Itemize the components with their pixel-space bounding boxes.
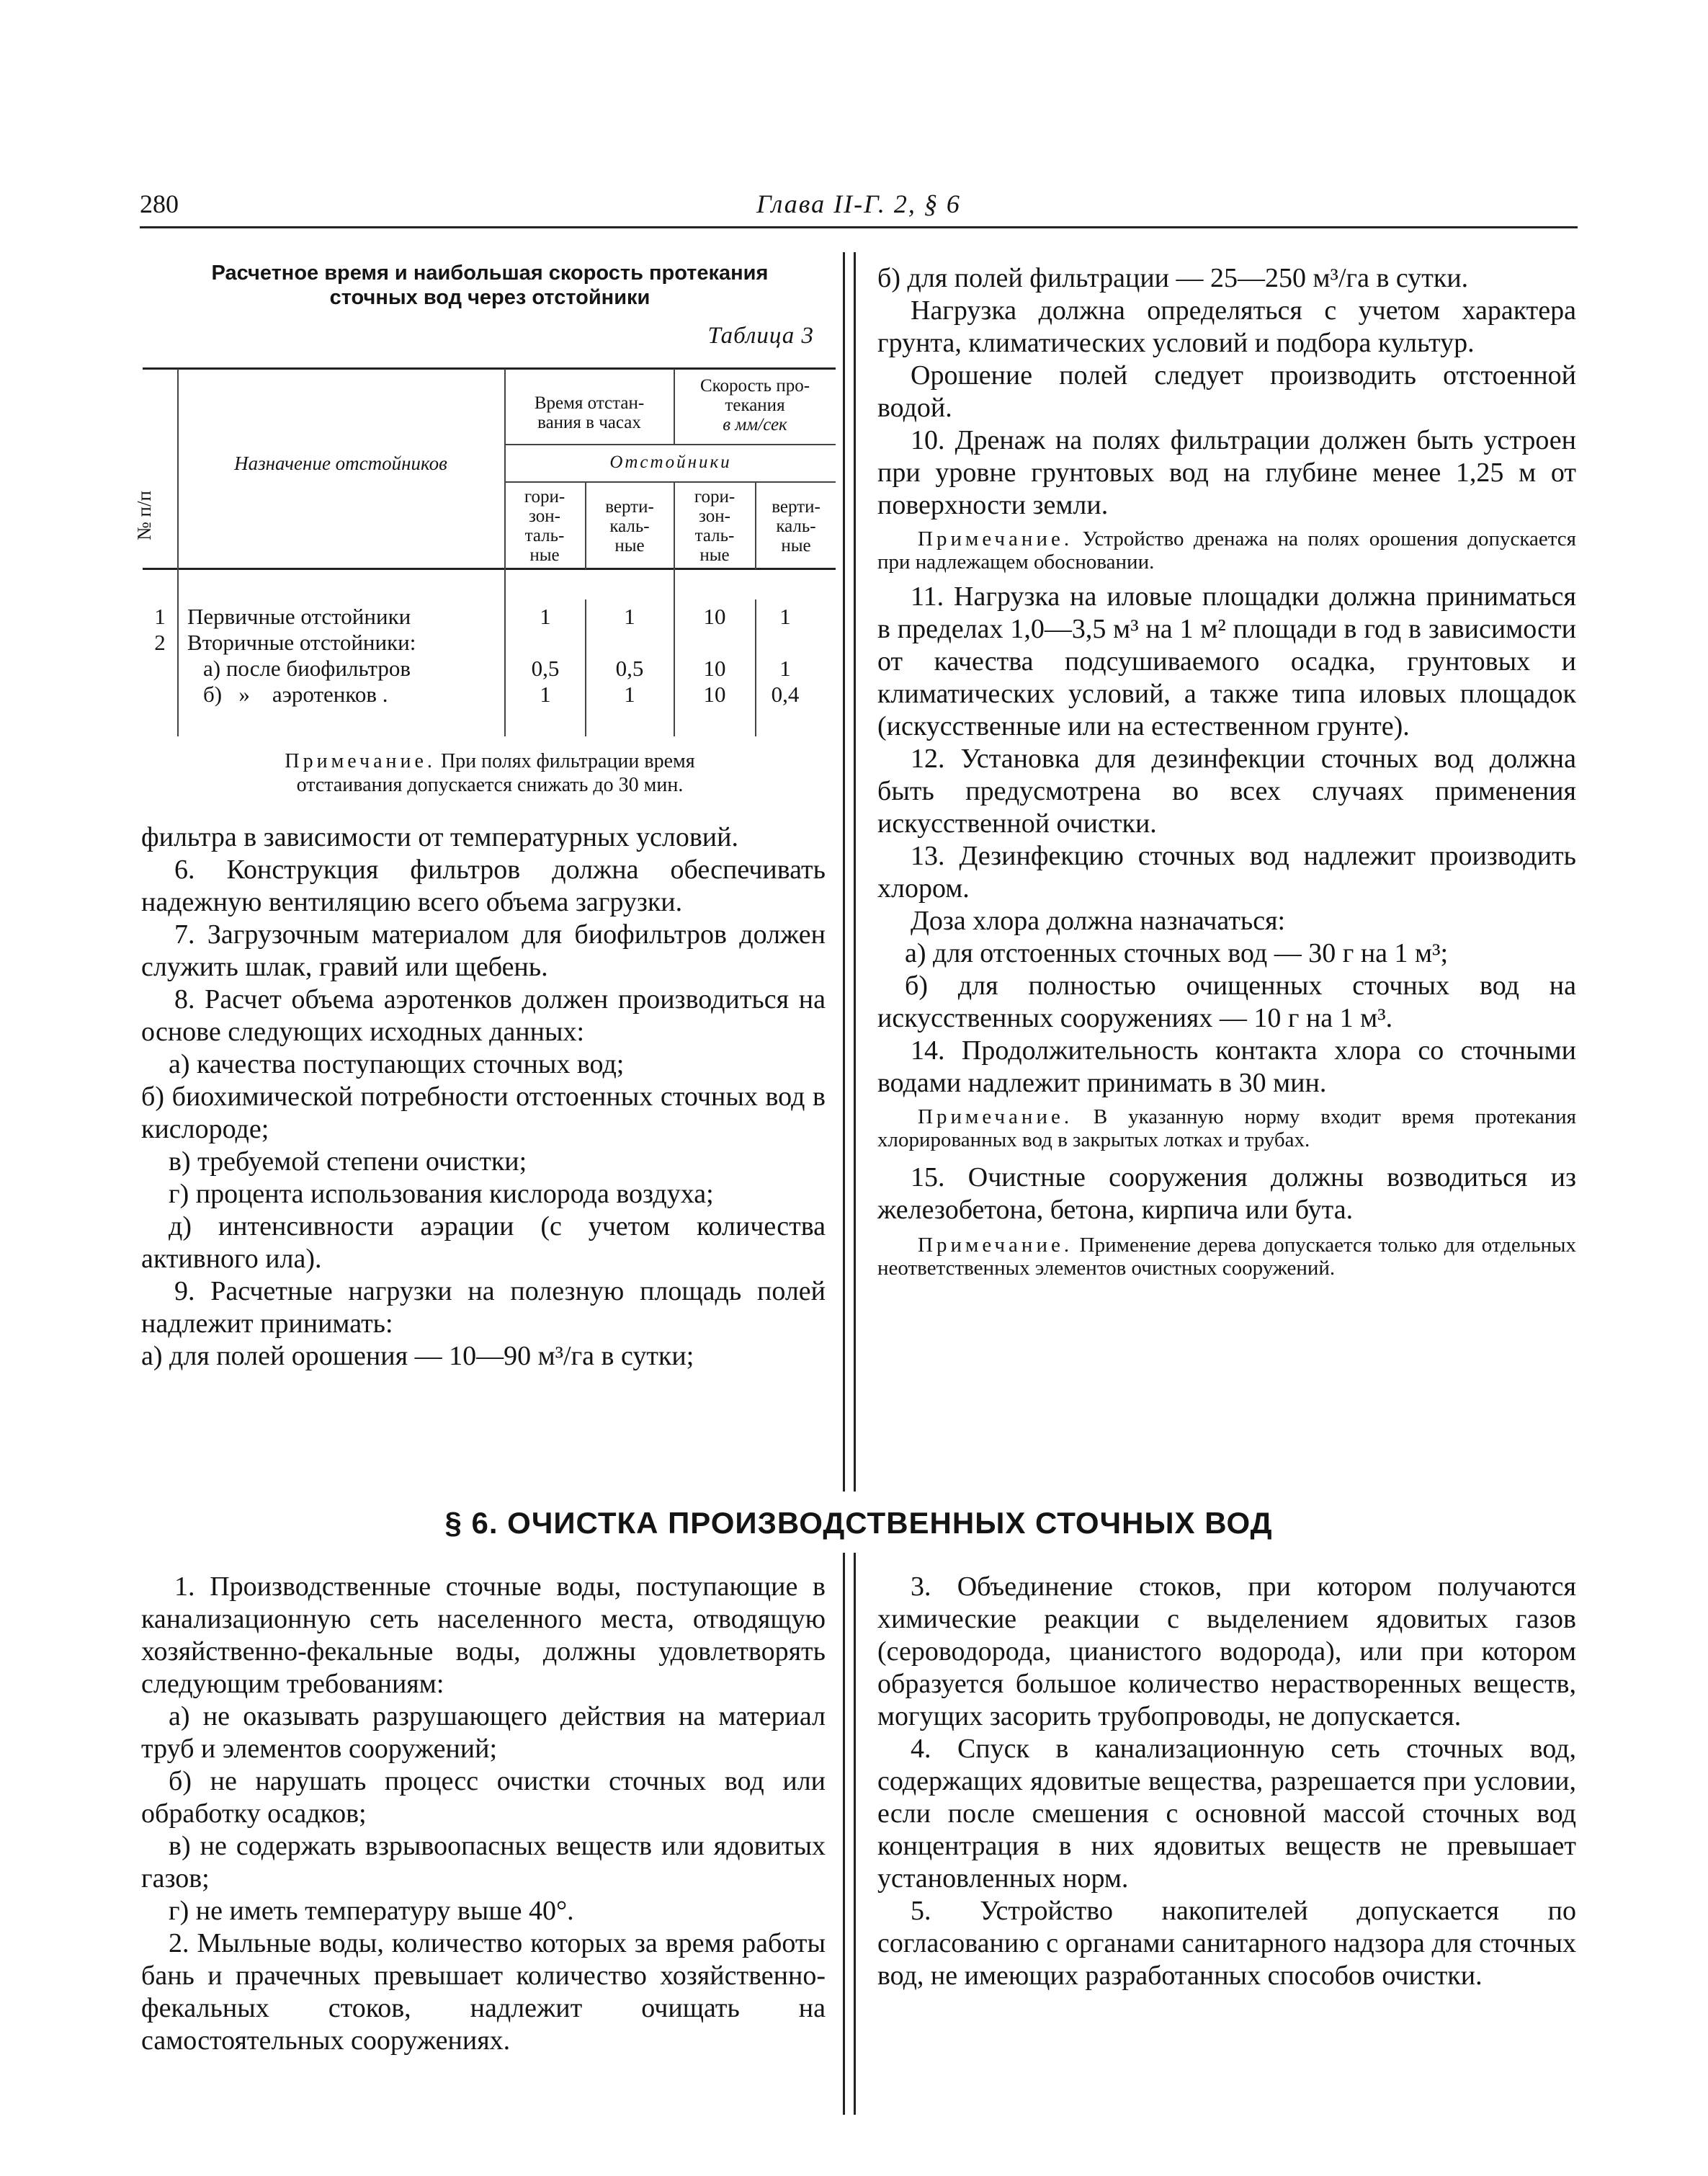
table-cell-number: 2 — [154, 630, 166, 655]
table-cell-value: 1 — [540, 604, 551, 629]
table-subheader-vertical: верти- каль- ные — [605, 497, 654, 556]
right-column — [877, 262, 1576, 1280]
paragraph: 4. Спуск в канализационную сеть сточных вод, содержащих ядовитые вещества, разрешается при условии, если после смешения с основной массой сточных вод концентрация в них ядовитых веществ не превышает установленных норм. — [877, 1734, 1576, 1894]
paragraph: 13. Дезинфекцию сточных вод надлежит производить хлором. — [877, 841, 1576, 904]
paragraph: 3. Объединение стоков, при котором получаются химические реакции с выделением ядовитых газов (сероводорода, цианистого водорода), или при котором образуется большое количество нерастворенных веществ, могущих засорить трубопроводы, не допускается. — [877, 1571, 1576, 1731]
paragraph: 10. Дренаж на полях фильтрации должен быть устроен при уровне грунтовых вод на глубине менее 1,25 м от поверхности земли. — [877, 425, 1576, 520]
table-header-speed: Скорость про- текания в мм/сек — [699, 376, 810, 434]
paragraph: 11. Нагрузка на иловые площадки должна приниматься в пределах 1,0—3,5 м³ на 1 м² площади в год в зависимости от качества подсушиваемого осадка, грунтовых и климатических условий, а также типа иловых площадок (искусственные или на естественном грунте). — [877, 581, 1576, 741]
table-head-bottom-rule — [143, 568, 836, 570]
section-left-column — [141, 1571, 826, 2057]
paragraph: Доза хлора должна назначаться: — [911, 906, 1286, 936]
table-top-rule — [143, 367, 836, 370]
note: Примечание. В указанную норму входит время протекания хлорированных вод в закрытых лотках и трубах. — [877, 1105, 1576, 1151]
paragraph: 7. Загрузочным материалом для биофильтров должен служить шлак, гравий или щебень. — [141, 919, 826, 982]
table-cell-value: 0,5 — [531, 656, 560, 681]
table-subheader-horizontal: гори- зон- таль- ные — [524, 487, 565, 565]
section-heading: § 6. ОЧИСТКА ПРОИЗВОДСТВЕННЫХ СТОЧНЫХ ВОД — [444, 1506, 1273, 1540]
list-item: в) требуемой степени очистки; — [169, 1146, 527, 1177]
table-subheader-vertical: верти- каль- ные — [772, 497, 821, 556]
table-cell-name: а) после биофильтров — [203, 656, 411, 681]
list-item: б) биохимической потребности отстоенных сточных вод в кислороде; — [141, 1082, 826, 1144]
table-cell-value: 1 — [624, 604, 635, 629]
table-settlers-rule — [504, 481, 836, 483]
table-cell-value: 1 — [540, 682, 551, 707]
list-item: а) не оказывать разрушающего действия на материал труб и элементов сооружений; — [141, 1701, 826, 1764]
table-cell-value: 0,4 — [771, 682, 800, 707]
table-cell-name: б) » аэротенков . — [203, 682, 388, 707]
list-item: д) интенсивности аэрации (с учетом количества активного ила). — [141, 1211, 826, 1274]
paragraph: Орошение полей следует производить отстоенной водой. — [877, 360, 1576, 423]
table-cell-value: 0,5 — [615, 656, 644, 681]
paragraph: фильтра в зависимости от температурных условий. — [141, 822, 738, 852]
table-header-time: Время отстан- вания в часах — [534, 393, 645, 432]
paragraph: 12. Установка для дезинфекции сточных вод должна быть предусмотрена во всех случаях применения искусственной очистки. — [877, 744, 1576, 839]
table-label: Таблица 3 — [707, 323, 814, 349]
table-cell-value: 10 — [703, 604, 726, 629]
table-header-number: № п/п — [133, 491, 155, 540]
table-cell-value: 10 — [703, 682, 726, 707]
table-cell-value: 10 — [703, 656, 726, 681]
table-header-settlers: Отстойники — [609, 452, 732, 472]
table-cell-value: 1 — [624, 682, 635, 707]
table-row — [143, 630, 836, 656]
note: Примечание. Устройство дренажа на полях орошения допускается при надлежащем обосновании. — [877, 527, 1576, 574]
list-item: в) не содержать взрывоопасных веществ или ядовитых газов; — [141, 1831, 826, 1894]
left-column — [141, 821, 826, 1373]
table-cell-value: 1 — [779, 604, 791, 629]
list-item: а) для отстоенных сточных вод — 30 г на 1 м³; — [905, 938, 1449, 968]
table-header-purpose: Назначение отстойников — [234, 452, 447, 474]
paragraph: 14. Продолжительность контакта хлора со сточными водами надлежит принимать в 30 мин. — [877, 1035, 1576, 1098]
paragraph: 5. Устройство накопителей допускается по согласованию с органами санитарного надзора для сточных вод, не имеющих разработанных способов очистки. — [877, 1896, 1576, 1991]
paragraph: 2. Мыльные воды, количество которых за время работы бань и прачечных превышает количество хозяйственно-фекальных стоков, надлежит очищать на самостоятельных сооружениях. — [141, 1928, 826, 2056]
table-row — [143, 604, 836, 630]
running-title: Глава II-Г. 2, § 6 — [756, 189, 961, 218]
paragraph: 15. Очистные сооружения должны возводиться из железобетона, бетона, кирпича или бута. — [877, 1162, 1576, 1225]
list-item: б) не нарушать процесс очистки сточных вод или обработку осадков; — [141, 1766, 826, 1829]
table-cell-value: 1 — [779, 656, 791, 681]
table-cell-name: Вторичные отстойники: — [187, 630, 416, 655]
table-cell-name: Первичные отстойники — [187, 604, 411, 629]
table-row — [143, 656, 836, 682]
table-caption: Расчетное время и наибольшая скорость протекания сточных вод через отстойники — [211, 262, 769, 309]
paragraph: Нагрузка должна определяться с учетом характера грунта, климатических условий и подбора культур. — [877, 295, 1576, 358]
list-item: г) процента использования кислорода воздуха; — [169, 1179, 714, 1209]
paragraph: 9. Расчетные нагрузки на полезную площадь полей надлежит принимать: — [141, 1276, 826, 1339]
paragraph: 6. Конструкция фильтров должна обеспечивать надежную вентиляцию всего объема загрузки. — [141, 855, 826, 917]
note: Примечание. Применение дерева допускается только для отдельных неответственных элементов очистных сооружений. — [877, 1234, 1576, 1280]
section-right-column — [877, 1571, 1576, 1992]
list-item: б) для полей фильтрации — 25—250 м³/га в сутки. — [877, 263, 1469, 293]
page-number: 280 — [140, 189, 179, 218]
table-cell-number: 1 — [154, 604, 166, 629]
table-row — [143, 682, 836, 708]
column-rule-bottom — [843, 1553, 856, 2115]
table-subheader-horizontal: гори- зон- таль- ные — [694, 487, 735, 565]
table-note: Примечание. При полях фильтрации время отстаивания допускается снижать до 30 мин. — [285, 750, 695, 796]
list-item: г) не иметь температуру выше 40°. — [169, 1896, 574, 1926]
paragraph: 8. Расчет объема аэротенков должен производиться на основе следующих исходных данных: — [141, 984, 826, 1047]
list-item: б) для полностью очищенных сточных вод на искусственных сооружениях — 10 г на 1 м³. — [877, 971, 1576, 1033]
running-head — [140, 189, 1578, 228]
list-item: а) для полей орошения — 10—90 м³/га в сутки; — [141, 1341, 694, 1371]
paragraph: 1. Производственные сточные воды, поступающие в канализационную сеть населенного места, отводящую хозяйственно-фекальные воды, должны удовлетворять следующим требованиям: — [141, 1571, 826, 1699]
list-item: а) качества поступающих сточных вод; — [169, 1049, 625, 1079]
table-subhead-rule — [504, 444, 836, 445]
column-rule-top — [843, 252, 856, 1491]
